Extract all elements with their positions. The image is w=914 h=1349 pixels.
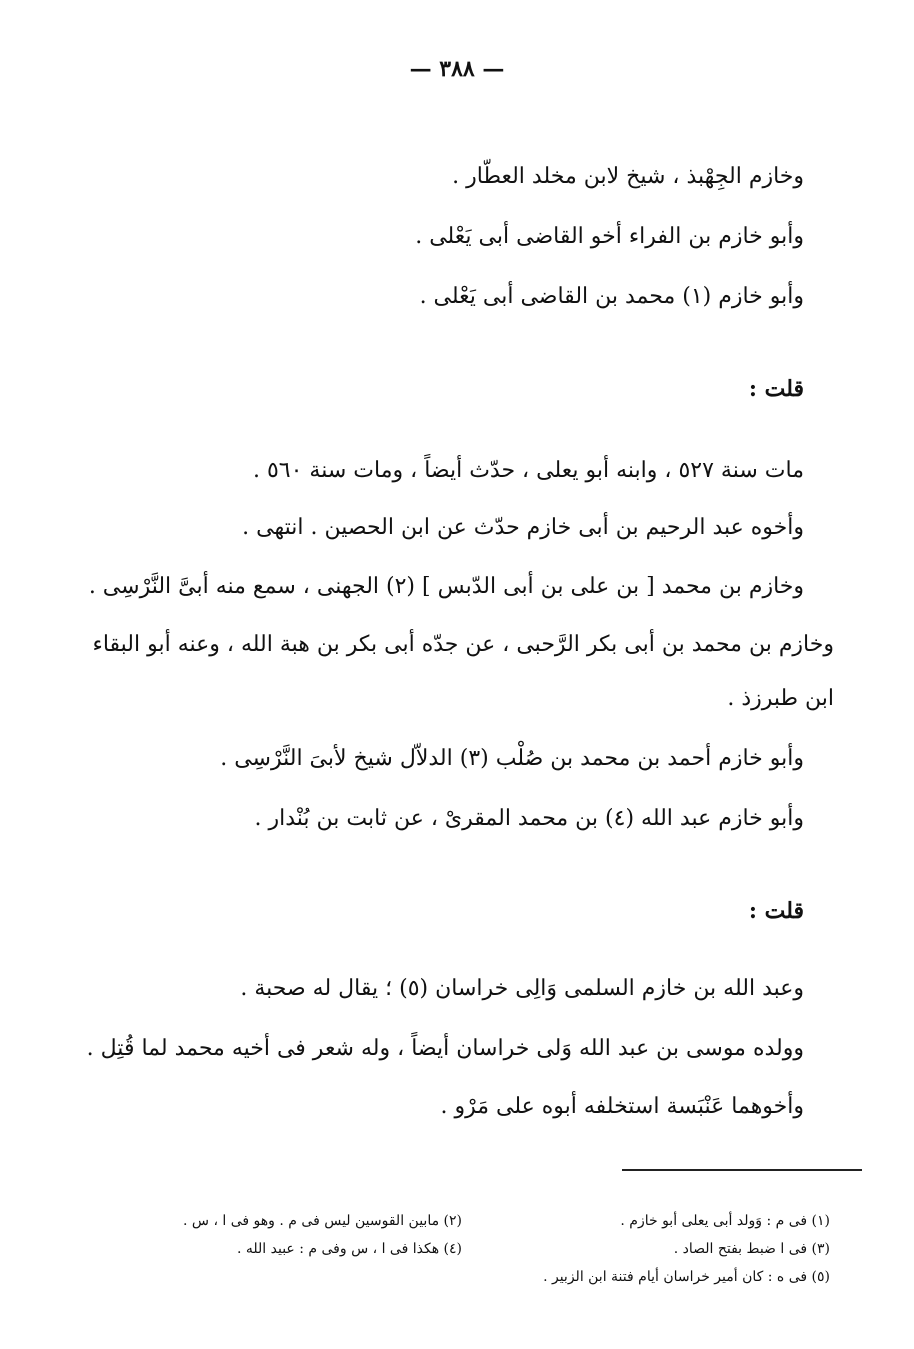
footnote-separator bbox=[622, 1169, 862, 1171]
text-line: وأبو خازم (١) محمد بن القاضى أبى يَعْلى . bbox=[419, 284, 804, 309]
section-heading: قلت : bbox=[748, 898, 804, 924]
text-line: وولده موسى بن عبد الله وَلى خراسان أيضاً ، وله شعر فى أخيه محمد لما قُتِل . bbox=[86, 1036, 804, 1061]
footnote: (٤) هكذا فى ا ، س وفى م : عبيد الله . bbox=[236, 1241, 462, 1257]
text-line: وأخوه عبد الرحيم بن أبى خازم حدّث عن ابن الحصين . انتهى . bbox=[242, 515, 804, 540]
text-line: وأخوهما عَنْبَسة استخلفه أبوه على مَرْو . bbox=[440, 1094, 804, 1119]
page-number: — ٣٨٨ — bbox=[409, 56, 505, 82]
footnote: (٣) فى ا ضبط بفتح الصاد . bbox=[673, 1241, 830, 1257]
footnote: (١) فى م : وَولد أبى يعلى أبو خازم . bbox=[620, 1213, 830, 1229]
footnote: (٢) مابين القوسين ليس فى م . وهو فى ا ، س . bbox=[183, 1213, 462, 1229]
section-heading: قلت : bbox=[748, 376, 804, 402]
text-line: وخازم بن محمد [ بن على بن أبى الدّبس ] (٢) الجهنى ، سمع منه أبىَّ النَّرْسِى . bbox=[88, 574, 804, 599]
text-line: وأبو خازم أحمد بن محمد بن صُلْب (٣) الدلاّل شيخ لأبىَ النَّرْسِى . bbox=[220, 746, 804, 771]
text-line: مات سنة ٥٢٧ ، وابنه أبو يعلى ، حدّث أيضاً ، ومات سنة ٥٦٠ . bbox=[252, 458, 804, 483]
footnote: (٥) فى ه : كان أمير خراسان أيام فتنة ابن الزبير . bbox=[543, 1269, 830, 1285]
text-line: وعبد الله بن خازم السلمى وَالِى خراسان (٥) ؛ يقال له صحبة . bbox=[240, 976, 804, 1001]
text-line: وخازم بن محمد بن أبى بكر الرَّحبى ، عن جدّه أبى بكر بن هبة الله ، وعنه أبو البقاء bbox=[92, 632, 834, 657]
text-line: وأبو خازم بن الفراء أخو القاضى أبى يَعْلى . bbox=[415, 224, 804, 249]
text-line: وأبو خازم عبد الله (٤) بن محمد المقرىْ ، عن ثابت بن بُنْدار . bbox=[254, 806, 804, 831]
text-line: ابن طبرزذ . bbox=[727, 686, 834, 711]
text-line: وخازم الجِهْبذ ، شيخ لابن مخلد العطّار . bbox=[452, 164, 804, 189]
